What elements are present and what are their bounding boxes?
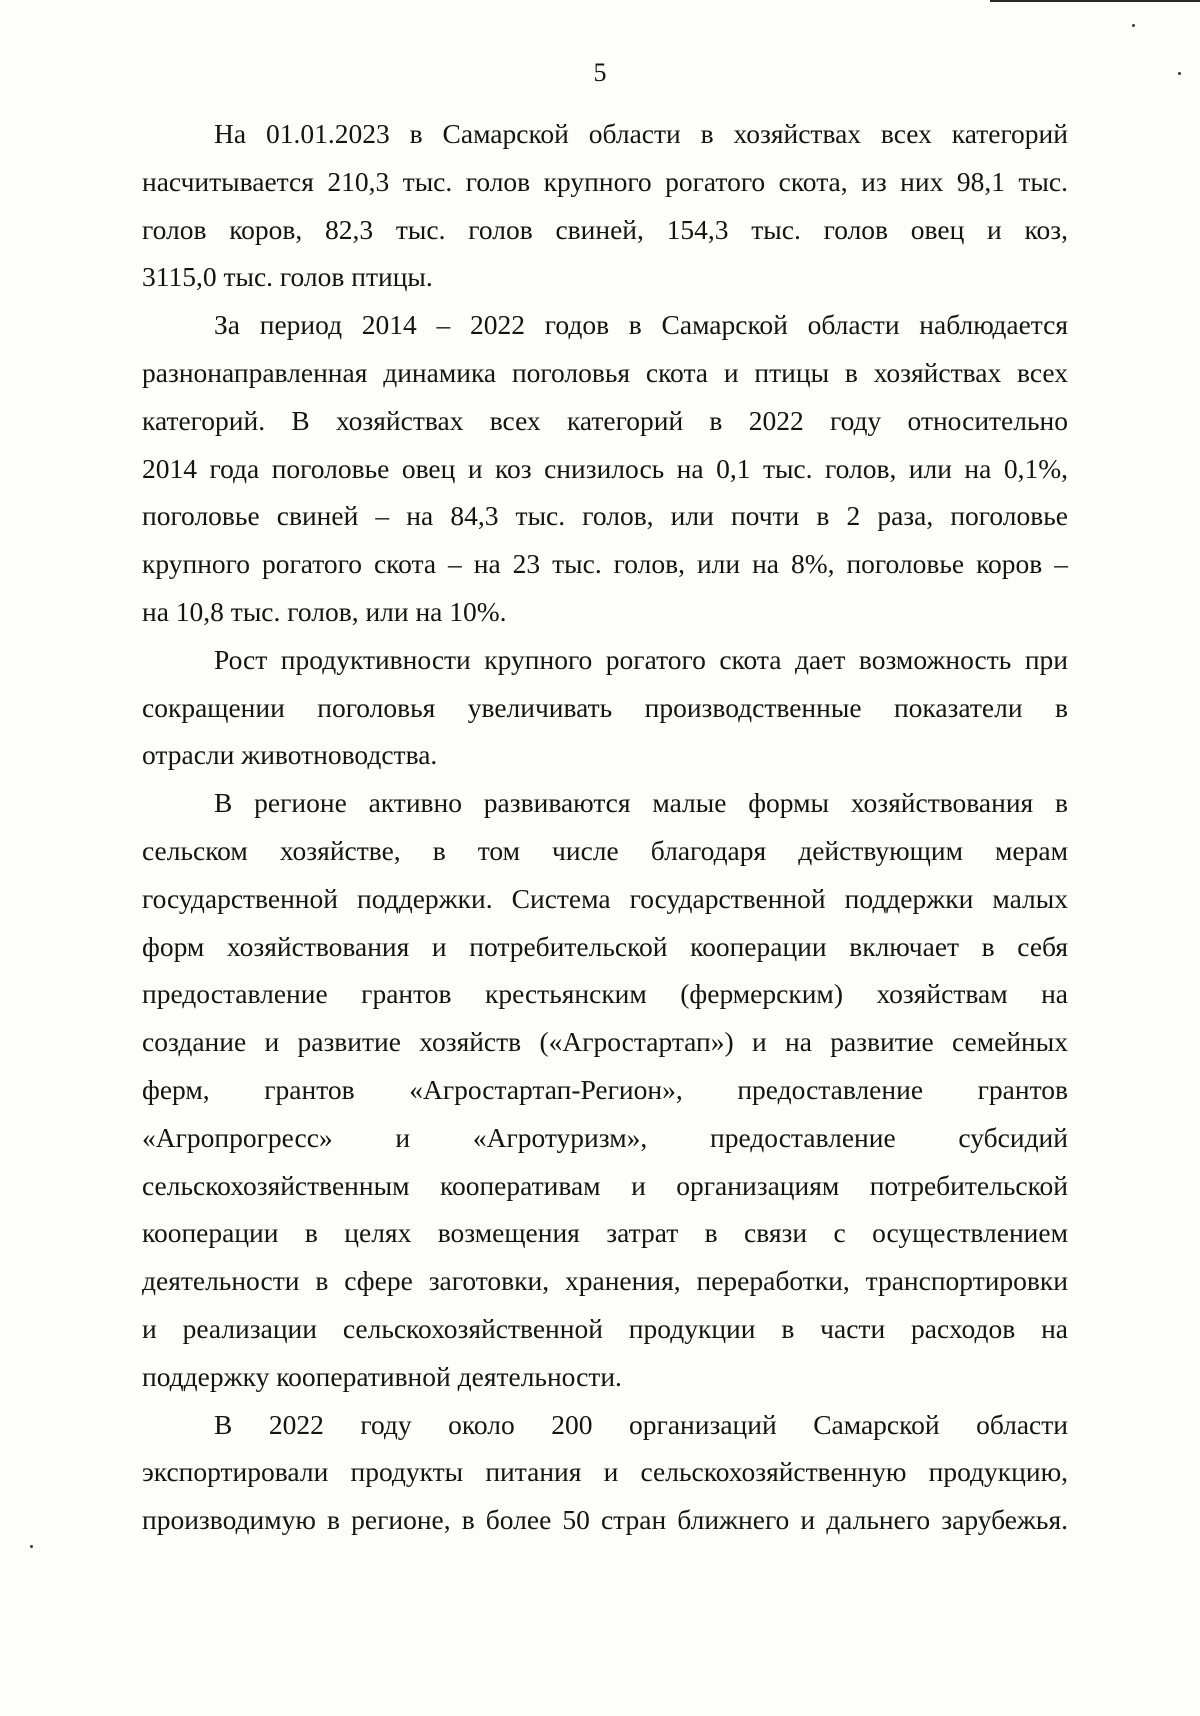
paragraph-livestock-count	[142, 110, 1068, 301]
text-line: насчитывается 210,3 тыс. голов крупного рогатого скота, из них 98,1 тыс.	[142, 165, 1068, 197]
text-line: сельском хозяйстве, в том числе благодаря действующим мерам	[142, 834, 1068, 866]
text-line: и реализации сельскохозяйственной продукции в части расходов на	[142, 1312, 1068, 1344]
text-line: В 2022 году около 200 организаций Самарской области	[214, 1408, 1068, 1440]
paragraph-productivity	[142, 636, 1068, 779]
text-line: создание и развитие хозяйств («Агростартап») и на развитие семейных	[142, 1026, 1068, 1058]
text-line: деятельности в сфере заготовки, хранения, переработки, транспортировки	[142, 1265, 1068, 1297]
text-line: крупного рогатого скота – на 23 тыс. голов, или на 8%, поголовье коров –	[142, 548, 1068, 580]
text-line: голов коров, 82,3 тыс. голов свиней, 154,3 тыс. голов овец и коз,	[142, 213, 1068, 245]
text-line: За период 2014 – 2022 годов в Самарской области наблюдается	[214, 309, 1068, 341]
text-line: поддержку кооперативной деятельности.	[142, 1360, 622, 1392]
scan-speck	[30, 1545, 33, 1548]
scan-speck	[1132, 24, 1135, 27]
text-line: предоставление грантов крестьянским (фермерским) хозяйствам на	[142, 978, 1068, 1010]
text-line: производимую в регионе, в более 50 стран ближнего и дальнего зарубежья.	[142, 1504, 1068, 1536]
top-edge-rule	[990, 0, 1200, 2]
paragraph-livestock-dynamics	[142, 301, 1068, 636]
text-line: экспортировали продукты питания и сельскохозяйственную продукцию,	[142, 1456, 1068, 1488]
text-line: ферм, грантов «Агростартап-Регион», предоставление грантов	[142, 1073, 1068, 1105]
text-line: разнонаправленная динамика поголовья скота и птицы в хозяйствах всех	[142, 356, 1068, 388]
text-line: 2014 года поголовье овец и коз снизилось на 0,1 тыс. голов, или на 0,1%,	[142, 452, 1068, 484]
paragraph-small-farms-support	[142, 779, 1068, 1400]
page-number: 5	[593, 58, 607, 87]
text-line: На 01.01.2023 в Самарской области в хозяйствах всех категорий	[214, 118, 1068, 149]
text-line: отрасли животноводства.	[142, 739, 438, 771]
text-line: поголовье свиней – на 84,3 тыс. голов, или почти в 2 раза, поголовье	[142, 500, 1068, 532]
text-line: сокращении поголовья увеличивать производственные показатели в	[142, 691, 1068, 723]
document-body	[142, 110, 1068, 1544]
text-line: на 10,8 тыс. голов, или на 10%.	[142, 595, 507, 627]
text-line: Рост продуктивности крупного рогатого скота дает возможность при	[214, 643, 1068, 675]
text-line: государственной поддержки. Система государственной поддержки малых	[142, 882, 1068, 914]
text-line: В регионе активно развиваются малые формы хозяйствования в	[214, 787, 1068, 819]
text-line: категорий. В хозяйствах всех категорий в 2022 году относительно	[142, 404, 1068, 436]
text-line: форм хозяйствования и потребительской кооперации включает в себя	[142, 930, 1068, 962]
text-line: кооперации в целях возмещения затрат в связи с осуществлением	[142, 1217, 1068, 1249]
paragraph-export	[142, 1401, 1068, 1544]
text-line: сельскохозяйственным кооперативам и организациям потребительской	[142, 1169, 1068, 1201]
text-line: «Агропрогресс» и «Агротуризм», предоставление субсидий	[142, 1121, 1068, 1153]
text-line: 3115,0 тыс. голов птицы.	[142, 261, 433, 293]
